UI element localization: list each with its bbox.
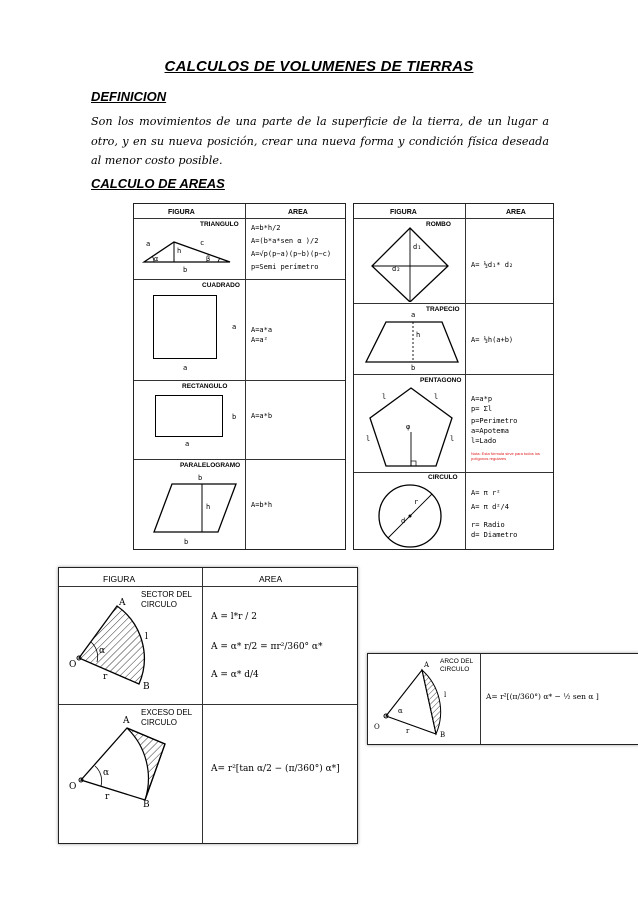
circle-formula-4: d= Diametro bbox=[471, 531, 518, 539]
excess-label-alpha: α bbox=[103, 768, 110, 778]
triangle-label: TRIANGULO bbox=[200, 221, 239, 228]
arc-label-alpha: α bbox=[398, 707, 403, 715]
parallelogram-label-b-top: b bbox=[198, 474, 203, 482]
parallelogram-formula: A=b*h bbox=[251, 501, 273, 509]
parallelogram-figure bbox=[138, 470, 242, 538]
excess-label: EXCESO DEL CIRCULO bbox=[141, 708, 192, 727]
arc-label-B: B bbox=[440, 731, 446, 739]
parallelogram-label-b-bottom: b bbox=[184, 538, 189, 546]
sector-figure bbox=[65, 596, 199, 704]
pentagon-formula-5: l=Lado bbox=[471, 437, 497, 445]
square-formula-1: A=a*a bbox=[251, 326, 273, 334]
square-formula-2: A=a² bbox=[251, 336, 268, 344]
excess-figure bbox=[65, 714, 199, 840]
parallelogram-label-h: h bbox=[206, 503, 211, 511]
pentagon-formula-2: p= Σl bbox=[471, 405, 493, 413]
square-label-base: a bbox=[183, 364, 188, 372]
pentagon-figure bbox=[358, 382, 464, 472]
sector-formula-3: A = α* d/4 bbox=[211, 670, 259, 680]
sector-formula-2: A = α* r/2 = πr²/360° α* bbox=[211, 642, 323, 652]
pentagon-label-apothem: φ bbox=[406, 423, 411, 431]
rectangle-formula: A=a*b bbox=[251, 412, 273, 420]
excess-label-r: r bbox=[105, 792, 110, 802]
col-header-figure: FIGURA bbox=[168, 209, 195, 216]
arc-label-r: r bbox=[406, 727, 410, 735]
rectangle-label-b: b bbox=[232, 413, 237, 421]
triangle-label-beta: β bbox=[206, 255, 211, 263]
pentagon-label-l4: l bbox=[450, 435, 455, 443]
circle-formula-3: r= Radio bbox=[471, 521, 505, 529]
circle-formula-1: A= π r² bbox=[471, 489, 501, 497]
areas-heading: CALCULO DE AREAS bbox=[91, 176, 225, 191]
trapezoid-formula: A= ½h(a+b) bbox=[471, 336, 514, 344]
sector-formula-1: A = l*r / 2 bbox=[211, 612, 257, 622]
rectangle-label-a: a bbox=[185, 440, 190, 448]
sector-col-area: AREA bbox=[259, 574, 283, 584]
circle-formula-2: A= π d²/4 bbox=[471, 503, 509, 511]
arc-figure bbox=[378, 660, 476, 742]
col-header-area-right: AREA bbox=[506, 209, 526, 216]
sector-label: SECTOR DEL CIRCULO bbox=[141, 590, 192, 609]
square-figure bbox=[153, 295, 217, 359]
pentagon-formula-3: p=Perimetro bbox=[471, 417, 518, 425]
trapezoid-label-a: a bbox=[411, 311, 416, 319]
triangle-label-b: b bbox=[183, 266, 188, 274]
square-label-side: a bbox=[232, 323, 237, 331]
triangle-label-h: h bbox=[177, 247, 182, 255]
sector-col-figure: FIGURA bbox=[103, 574, 136, 584]
trapezoid-label-b: b bbox=[411, 364, 416, 372]
sector-label-alpha: α bbox=[99, 646, 106, 656]
arc-label-A: A bbox=[424, 661, 430, 669]
arc-table bbox=[367, 653, 638, 745]
rhombus-label-d1: d₁ bbox=[413, 243, 422, 251]
rectangle-label: RECTANGULO bbox=[182, 383, 228, 390]
document-title: CALCULOS DE VOLUMENES DE TIERRAS bbox=[164, 58, 474, 75]
triangle-label-a: a bbox=[146, 240, 151, 248]
col-header-figure-right: FIGURA bbox=[390, 209, 417, 216]
excess-label-O: O bbox=[69, 782, 77, 792]
circle-label: CIRCULO bbox=[428, 474, 458, 481]
triangle-formula-2: A=(b*a*sen α )/2 bbox=[251, 237, 319, 245]
trapezoid-label-h: h bbox=[416, 331, 421, 339]
excess-formula: A= r²[tan α/2 − (π/360°) α*] bbox=[211, 764, 340, 774]
arc-label: ARCO DEL CIRCULO bbox=[440, 658, 473, 673]
excess-label-A: A bbox=[123, 716, 130, 726]
areas-table-left bbox=[133, 203, 346, 550]
triangle-label-alpha: α bbox=[154, 255, 159, 263]
excess-label-B: B bbox=[143, 800, 150, 810]
triangle-formula-1: A=b*h/2 bbox=[251, 224, 281, 232]
trapezoid-label: TRAPECIO bbox=[426, 306, 460, 313]
sector-label-B: B bbox=[143, 682, 150, 692]
circle-label-d: d bbox=[401, 517, 406, 525]
arc-label-O: O bbox=[374, 723, 380, 731]
col-header-area: AREA bbox=[288, 209, 308, 216]
triangle-label-c: c bbox=[200, 239, 205, 247]
areas-table-right bbox=[353, 203, 554, 550]
arc-label-l: l bbox=[444, 691, 447, 699]
rhombus-figure bbox=[362, 222, 458, 302]
pentagon-formula-4: a=Apotema bbox=[471, 427, 509, 435]
sector-label-O: O bbox=[69, 660, 77, 670]
triangle-formula-4: p=Semi perímetro bbox=[251, 263, 319, 271]
rectangle-figure bbox=[155, 395, 223, 437]
sector-label-l: l bbox=[145, 632, 148, 642]
definition-paragraph: Son los movimientos de una parte de la superficie de la tierra, de un lugar a otro, y en su nueva posición, crear una nueva forma y condición física deseada al menor costo posible. bbox=[91, 115, 549, 167]
parallelogram-label: PARALELOGRAMO bbox=[180, 462, 241, 469]
pentagon-label-l1: l bbox=[382, 393, 387, 401]
rhombus-formula: A= ½d₁* d₂ bbox=[471, 261, 514, 269]
rhombus-label-d2: d₂ bbox=[392, 265, 401, 273]
rhombus-label: ROMBO bbox=[426, 221, 451, 228]
sector-label-A: A bbox=[119, 598, 126, 608]
arc-formula: A= r²[(π/360°) α* − ½ sen α ] bbox=[486, 692, 599, 701]
triangle-formula-3: A=√p(p−a)(p−b)(p−c) bbox=[251, 250, 332, 258]
circle-label-r: r bbox=[414, 498, 419, 506]
circle-figure bbox=[364, 480, 460, 548]
triangle-figure bbox=[138, 226, 242, 278]
pentagon-label-l2: l bbox=[434, 393, 439, 401]
definition-heading: DEFINICION bbox=[91, 89, 167, 104]
square-label: CUADRADO bbox=[202, 282, 240, 289]
pentagon-label: PENTAGONO bbox=[420, 377, 462, 384]
pentagon-note: Nota: Esta fórmula sirve para todos los polígonos regulares bbox=[471, 451, 540, 461]
pentagon-label-l3: l bbox=[366, 435, 371, 443]
sector-table bbox=[58, 567, 358, 844]
sector-label-r: r bbox=[103, 672, 108, 682]
pentagon-formula-1: A=a*p bbox=[471, 395, 493, 403]
